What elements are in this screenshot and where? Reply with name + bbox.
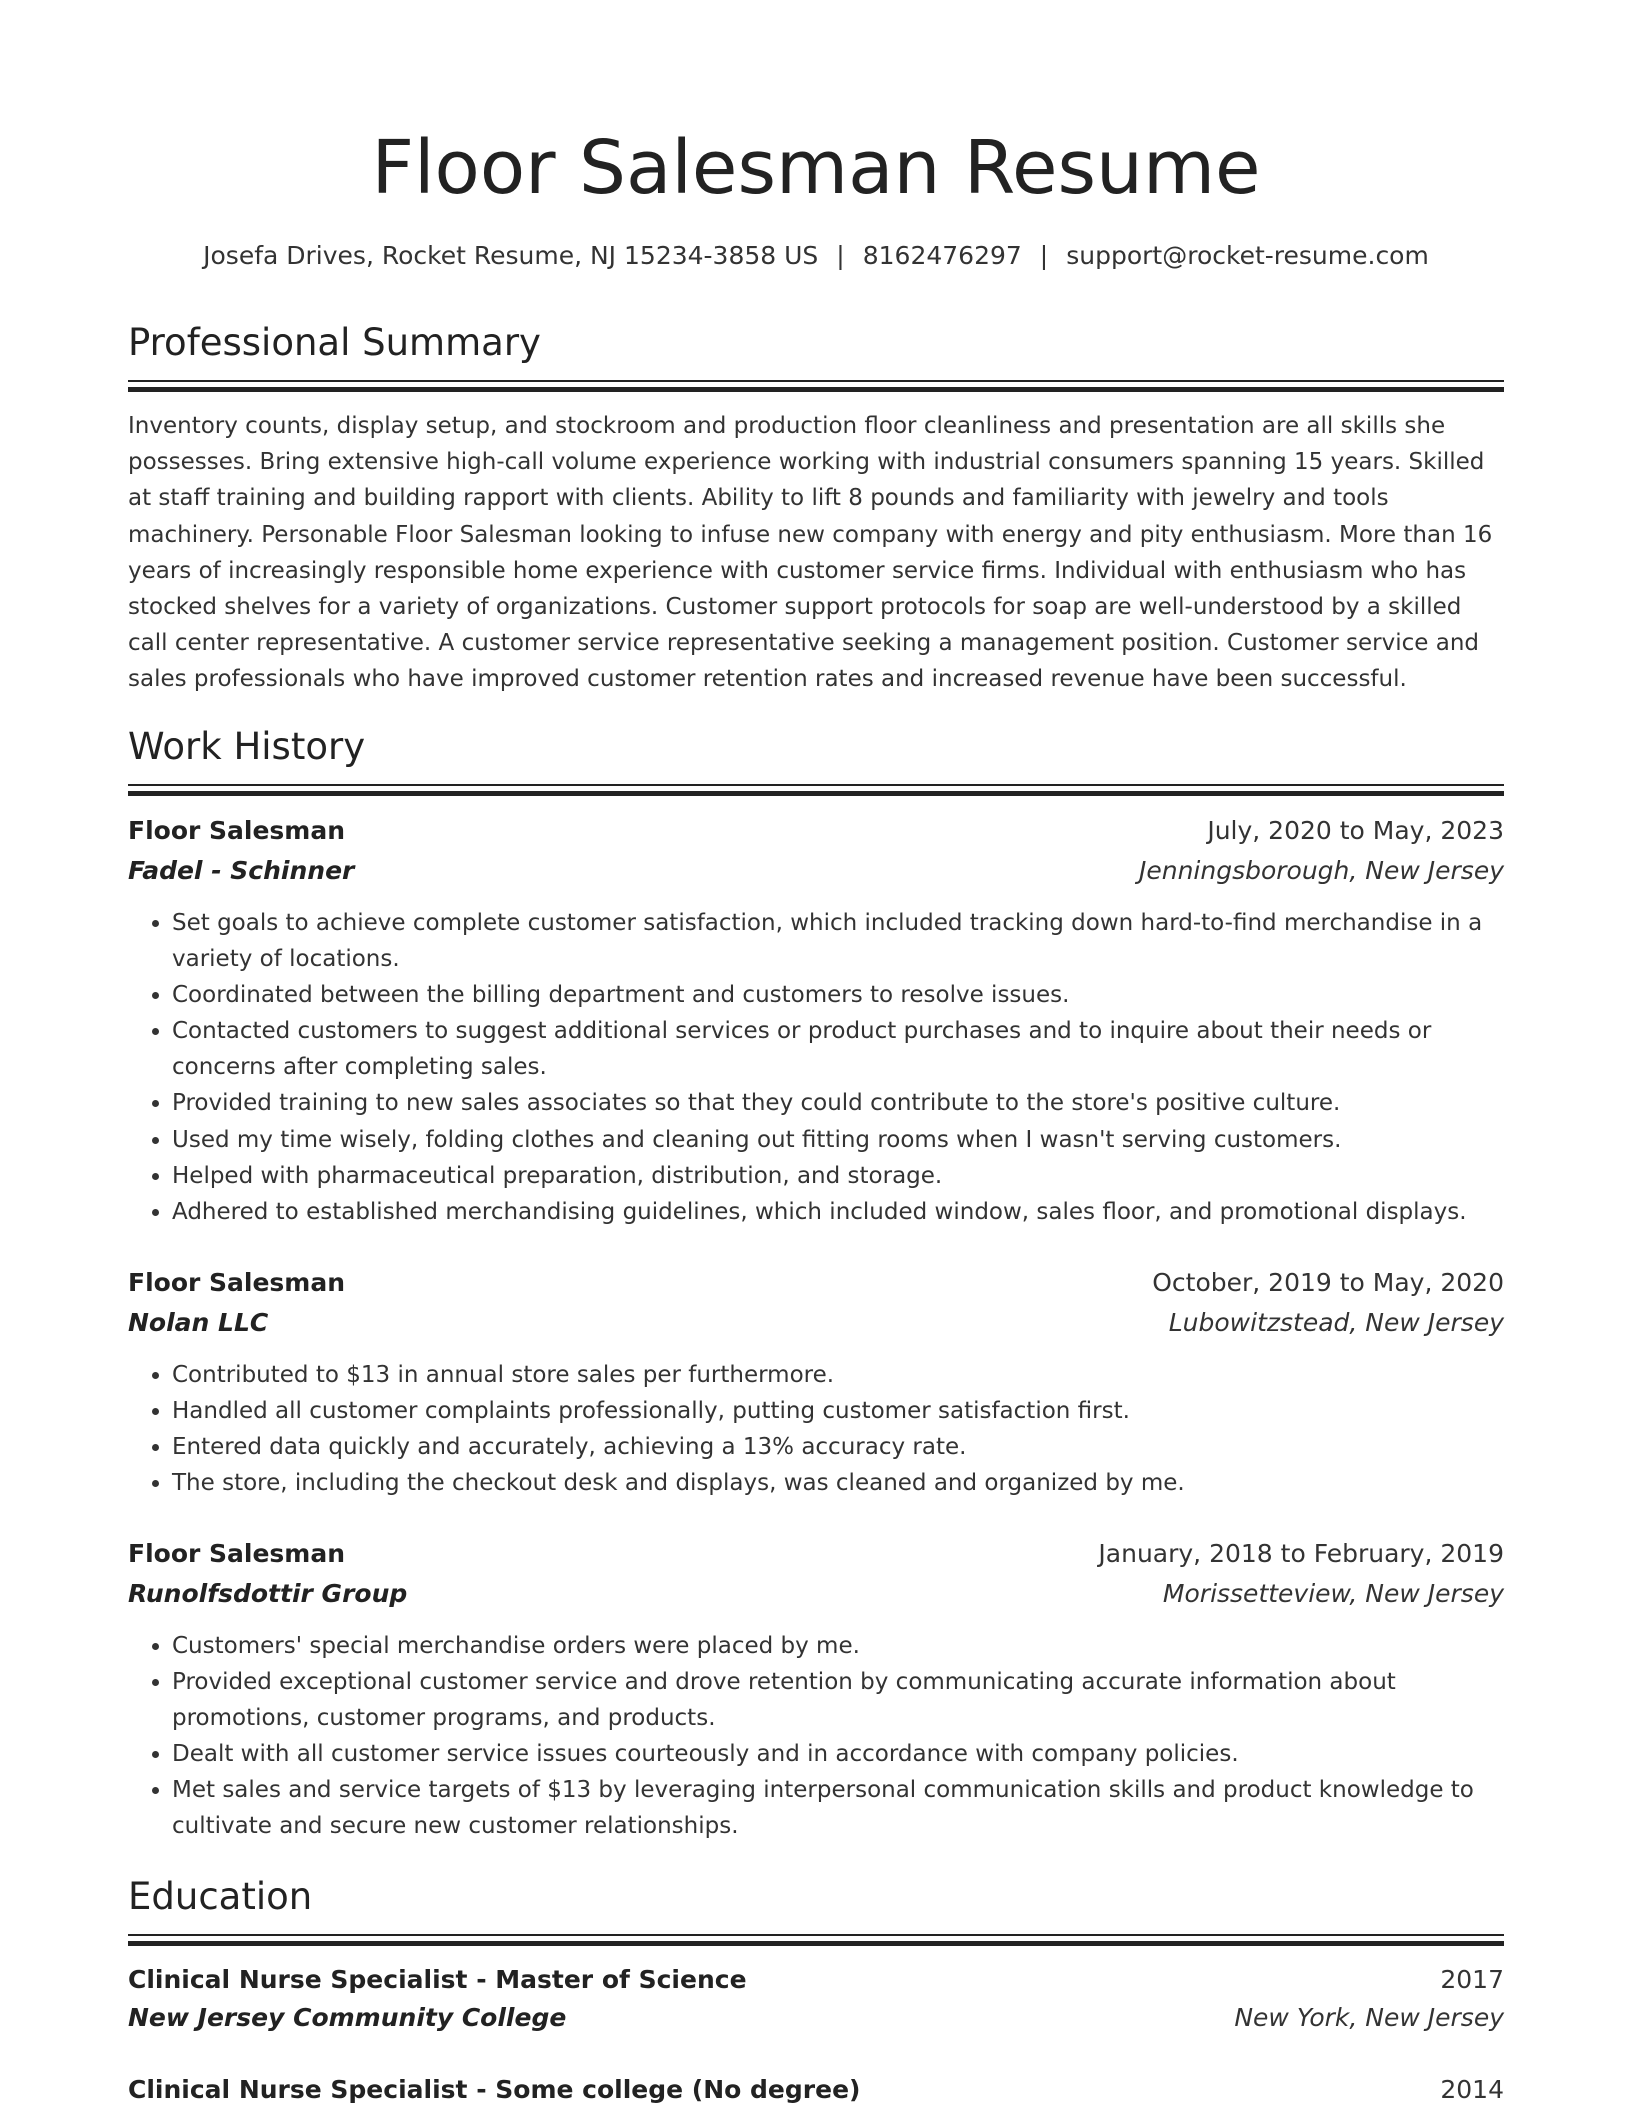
job-bullets <box>128 1357 1504 1501</box>
summary-section <box>128 318 1504 698</box>
work-history-section <box>128 722 1504 796</box>
job-header-row <box>128 811 1504 851</box>
job-bullet: • The store, including the checkout desk and displays, was cleaned and organized by me. <box>172 1465 1504 1501</box>
job-company: Fadel - Schinner <box>128 856 355 885</box>
section-heading-summary: Professional Summary <box>128 321 541 364</box>
contact-email: support@rocket-resume.com <box>1066 241 1429 270</box>
education-year: 2014 <box>1440 2075 1504 2104</box>
job-header-row <box>128 1263 1504 1303</box>
job-bullet: • Adhered to established merchandising guidelines, which included window, sales floor, and promotional displays. <box>172 1194 1504 1230</box>
job-header-row <box>128 1534 1504 1574</box>
job-company: Nolan LLC <box>128 1308 269 1337</box>
section-divider-thick <box>128 387 1504 392</box>
job-company-row <box>128 1303 1504 1343</box>
section-heading-work-history: Work History <box>128 725 366 768</box>
summary-text: Inventory counts, display setup, and stockroom and production floor cleanliness and presentation are all skills she possesses. Bring extensive high-call volume experience working with industrial consumers spanning 15 years. Skilled at staff training and building rapport with clients. Ability to lift 8 pounds and familiarity with jewelry and tools machinery. Personable Floor Salesman looking to infuse new company with energy and pity enthusiasm. More than 16 years of increasingly responsible home experience with customer service firms. Individual with enthusiasm who has stocked shelves for a variety of organizations. Customer support protocols for soap are well-understood by a skilled call center representative. A customer service representative seeking a management position. Customer service and sales professionals who have improved customer retention rates and increased revenue have been successful. <box>128 413 1493 693</box>
job-bullet: • Used my time wisely, folding clothes and cleaning out fitting rooms when I wasn't serving customers. <box>172 1122 1504 1158</box>
resume-title: Floor Salesman Resume <box>371 125 1261 211</box>
job-dates: July, 2020 to May, 2023 <box>1207 816 1504 845</box>
job-title: Floor Salesman <box>128 1539 346 1568</box>
job-company-row <box>128 1574 1504 1614</box>
job-location: Jenningsborough, New Jersey <box>1138 856 1504 885</box>
job-title: Floor Salesman <box>128 816 346 845</box>
job-entry <box>128 1263 1504 1501</box>
job-entry <box>128 811 1504 1230</box>
contact-address: Josefa Drives, Rocket Resume, NJ 15234-3858 US <box>203 241 819 270</box>
education-school: New Jersey Community College <box>128 2003 567 2032</box>
education-school-row <box>128 1999 1504 2037</box>
education-entry <box>128 2071 1504 2109</box>
education-header-row <box>128 1961 1504 1999</box>
job-title: Floor Salesman <box>128 1268 346 1297</box>
education-degree: Clinical Nurse Specialist - Some college (No degree) <box>128 2075 861 2104</box>
section-divider <box>128 1934 1504 1936</box>
contact-phone: 8162476297 <box>862 241 1022 270</box>
job-location: Lubowitzstead, New Jersey <box>1168 1308 1504 1337</box>
job-bullet: • Dealt with all customer service issues courteously and in accordance with company policies. <box>172 1736 1504 1772</box>
job-bullets <box>128 1628 1504 1845</box>
job-bullet: • Met sales and service targets of $13 by leveraging interpersonal communication skills and product knowledge to cultivate and secure new customer relationships. <box>172 1772 1504 1844</box>
job-bullet: • Entered data quickly and accurately, achieving a 13% accuracy rate. <box>172 1429 1504 1465</box>
contact-line <box>128 238 1504 274</box>
education-entry <box>128 1961 1504 2037</box>
education-location: New York, New Jersey <box>1234 2003 1504 2032</box>
job-bullet: • Coordinated between the billing department and customers to resolve issues. <box>172 977 1504 1013</box>
section-divider-thick <box>128 791 1504 796</box>
job-dates: October, 2019 to May, 2020 <box>1152 1268 1504 1297</box>
job-bullet: • Contributed to $13 in annual store sales per furthermore. <box>172 1357 1504 1393</box>
job-entry <box>128 1534 1504 1845</box>
job-location: Morissetteview, New Jersey <box>1162 1579 1504 1608</box>
contact-separator: | <box>836 241 845 270</box>
section-heading-education: Education <box>128 1875 313 1918</box>
section-divider <box>128 784 1504 786</box>
education-section <box>128 1872 1504 1946</box>
education-degree: Clinical Nurse Specialist - Master of Science <box>128 1965 747 1994</box>
job-company: Runolfsdottir Group <box>128 1579 408 1608</box>
job-bullet: • Provided training to new sales associates so that they could contribute to the store's positive culture. <box>172 1085 1504 1121</box>
education-header-row <box>128 2071 1504 2109</box>
job-bullet: • Contacted customers to suggest additional services or product purchases and to inquire about their needs or concerns after completing sales. <box>172 1013 1504 1085</box>
job-dates: January, 2018 to February, 2019 <box>1098 1539 1504 1568</box>
job-company-row <box>128 851 1504 891</box>
job-bullet: • Helped with pharmaceutical preparation, distribution, and storage. <box>172 1158 1504 1194</box>
job-bullet: • Set goals to achieve complete customer satisfaction, which included tracking down hard-to-find merchandise in a variety of locations. <box>172 905 1504 977</box>
education-year: 2017 <box>1440 1965 1504 1994</box>
job-bullet: • Customers' special merchandise orders were placed by me. <box>172 1628 1504 1664</box>
job-bullet: • Provided exceptional customer service and drove retention by communicating accurate information about promotions, customer programs, and products. <box>172 1664 1504 1736</box>
contact-separator: | <box>1039 241 1049 270</box>
section-divider <box>128 380 1504 382</box>
section-divider-thick <box>128 1941 1504 1946</box>
job-bullets <box>128 905 1504 1230</box>
job-bullet: • Handled all customer complaints professionally, putting customer satisfaction first. <box>172 1393 1504 1429</box>
